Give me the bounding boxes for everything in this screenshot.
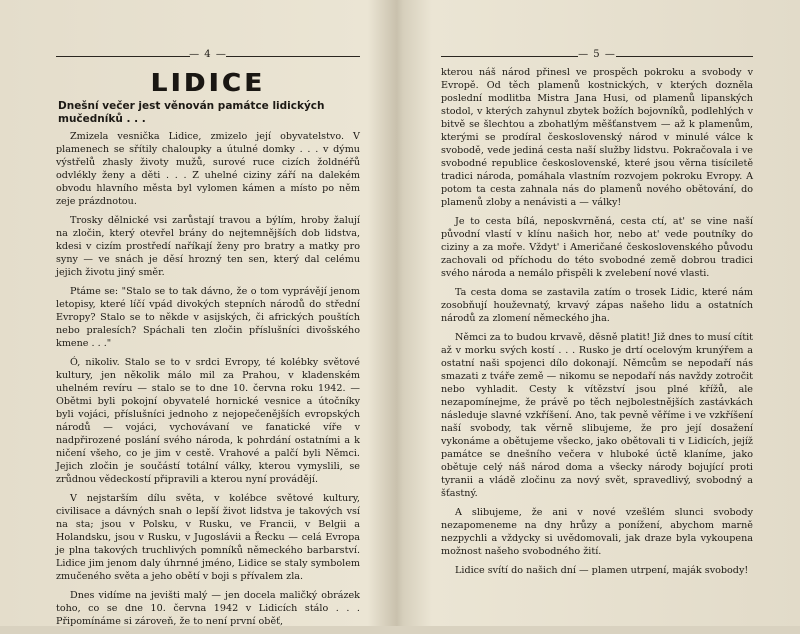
paragraph: Lidice svítí do našich dní — plamen utrpení, maják svobody! <box>455 565 749 576</box>
left-body-text <box>56 130 360 634</box>
paragraph: A slibujeme, že ani v nové vzešlém slunci svobody nezapomeneme na dny hrůzy a ponížení, abychom marně nezpychli a vždycky si uvědomovali, jak draze byla vykoupena možnost našeho svobodného žití. <box>441 507 753 557</box>
page-number-right: — 5 — <box>441 49 753 60</box>
paragraph: kterou náš národ přinesl ve prospěch pokroku a svobody v Evropě. Od těch plamenů kostnických, v kterých dozněla poslední modlitba Mistra Jana Husi, od plamenů lipanských stodol, v kterých zahynul zbytek božích bojovníků, podlehlých v bitvě se šlechtou a zbohatlým měšťanstvem — až k plamenům, kterými se prodíral československý národ v minulé válce k svobodě, vede jediná cesta naší služby lidstvu. Pokračovala i ve svobodné republice československé, které jsou věrna tisíciletě tradici národa, pomáhala vlastním rozvojem pokroku Evropy. A potom ta cesta zahnala nás do plamenů nového obětování, do plamenů zloby a nenávisti a — války! <box>441 67 753 208</box>
dedication-subtitle: Dnešní večer jest věnován památce lidických mučedníků . . . <box>58 100 325 125</box>
paragraph: Trosky dělnické vsi zarůstají travou a býlím, hroby žalují na zločin, který otevřel brány do nejtemnějších dob lidstva, kdesi v cizím prostředí naříkají ženy pro bratry a matky pro syny — ve snách je děsí hrozný ten sen, který dal celému jejich životu jiný směr. <box>56 215 360 278</box>
paragraph: Dnes vidíme na jevišti malý — jen docela maličký obrázek toho, co se dne 10. června 1942 v Lidicích stálo . . . Připomínáme si zároveň, že to není první oběť, <box>56 590 360 627</box>
right-body-text <box>441 66 753 583</box>
paragraph: Ó, nikoliv. Stalo se to v srdci Evropy, té kolébky světové kultury, jen několik málo mil za Prahou, v kladenském uhelném revíru — stalo se to dne 10. června roku 1942. — Obětmi byli pokojní obyvatelé hornické vesnice a útočníky byli vojáci, příslušníci jednoho z nejopečenějších evropských národů — vojáci, vychovávaní ve fanatické víře v nadpřirozené poslání svého národa, k pohrdání ostatními a k ničení všeho, co je jim v cestě. Vrahové a palčí byli Němci. Jejich zločin je součástí totální války, kterou vymyslili, se zrůdnou vědeckostí připravili a kterou nyní provádějí. <box>56 357 360 485</box>
paragraph: Ta cesta doma se zastavila zatím o trosek Lidic, které nám zosobňují houževnatý, krvavý zápas našeho lidu a ostatních národů za zlomení německého jha. <box>441 287 753 324</box>
left-page <box>56 0 360 626</box>
paragraph: Ptáme se: "Stalo se to tak dávno, že o tom vyprávějí jenom letopisy, které líčí vpád divokých stepních národů do střední Evropy? Stalo se to někde v asijských, či afrických pouštích nebo pralesích? Spáchali ten zločin příslušníci divošského kmene . . ." <box>56 286 360 349</box>
right-page <box>441 0 753 626</box>
paragraph: Zmizela vesnička Lidice, zmizelo její obyvatelstvo. V plamenech se sřítily chaloupky a útulné domky . . . v dýmu výstřelů zhasly životy mužů, surové ruce cizích žoldnéřů odvlékly ženy a děti . . . Z uhelné ciziny září na dalekém obvodu hlavního města byl vylomen kámen a místo po něm zeje prázdnotou. <box>56 131 360 207</box>
paragraph: Němci za to budou krvavě, děsně platit! Již dnes to musí cítit až v morku svých kostí . . . Rusko je drtí ocelovým krunýřem a ostatní naši spojenci dílo dokonají. Němcům se nepodaří nás smazati z tváře země — nikomu se nepodaří nás navždy zotročit nebo vyhladit. Cesty k vítězství jsou plné křížů, ale nezapomínejme, že právě po těch nejbolestnějších zastávkách následuje slavné vzkříšení. Ano, tak pevně věříme i ve vzkříšení naší svobody, tak věrně slibujeme, že pro její dosažení vykonáme a obětujeme všecko, jako obětovali ti v Lidicích, jejíž památce se dnešního večera v hluboké úctě klaníme, jako obětuje celý náš národ doma a všecky národy bojující proti tyranii a vládě zločinu za nový svět, spravedlivý, svobodný a šťastný. <box>441 332 753 499</box>
paragraph: V nejstarším dílu světa, v kolébce světové kultury, civilisace a dávných snah o lepší život lidstva je takových vsí na sta; jsou v Polsku, v Rusku, ve Francii, v Belgii a Holandsku, jsou v Rusku, v Jugoslávii a Řecku — celá Evropa je plna takových truchlivých pomníků německého barbarství. Lidice jim jenom daly úhrnné jméno, Lidice se staly symbolem zmučeného světa a jeho obětí v boji s přívalem zla. <box>56 493 360 582</box>
paragraph: Je to cesta bílá, neposkvrněná, cesta ctí, at' se vine naší původní vlastí v klínu našich hor, nebo at' vede poutníky do ciziny a za moře. Vždyt' i Američané československého původu zachovali od příchodu do této svobodné země dobrou tradici svého národa a nemálo přispěli k zvelebení nové vlasti. <box>441 216 753 279</box>
page-number-left: — 4 — <box>56 49 360 60</box>
page-title: LIDICE <box>150 68 266 97</box>
